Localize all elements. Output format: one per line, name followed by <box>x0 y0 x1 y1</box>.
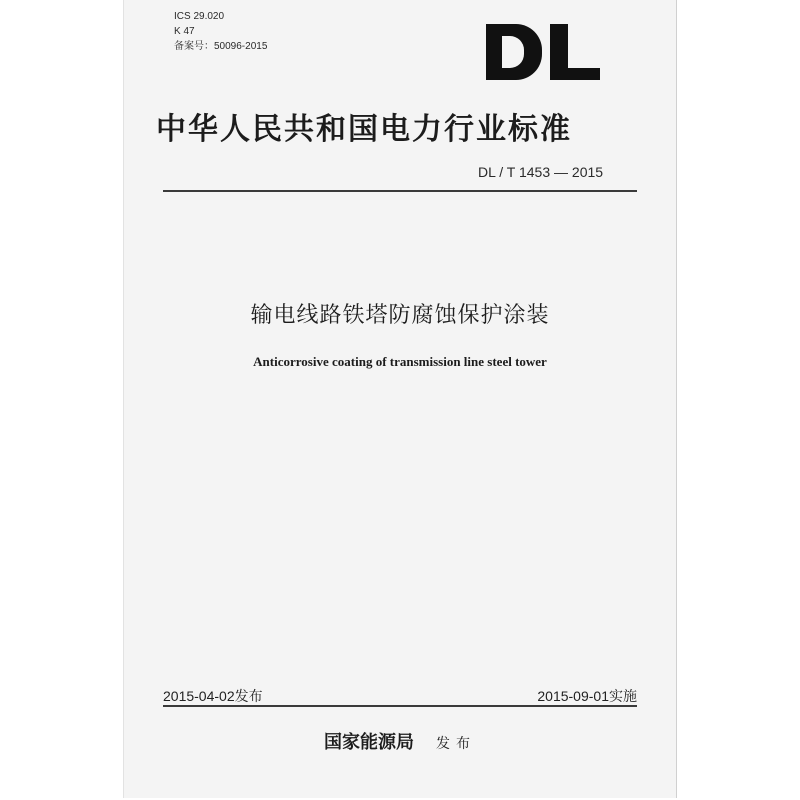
dl-logo-letter-l <box>550 24 600 80</box>
classification-code: K 47 <box>174 26 195 37</box>
standard-number: DL / T 1453 — 2015 <box>478 164 604 180</box>
dl-logo-letter-d <box>486 24 542 80</box>
publisher-name: 国家能源局 <box>324 732 414 753</box>
issue-date: 2015-04-02发布 <box>163 688 263 704</box>
implementation-date: 2015-09-01实施 <box>537 688 637 704</box>
record-number: 备案号：50096-2015 <box>174 41 268 52</box>
standard-title-english: Anticorrosive coating of transmission line steel tower <box>253 354 547 369</box>
bottom-divider <box>163 705 637 707</box>
page-title: 中华人民共和国电力行业标准 <box>156 112 572 147</box>
standard-title-chinese: 输电线路铁塔防腐蚀保护涂装 <box>250 303 550 328</box>
dl-logo-icon <box>486 24 602 94</box>
publisher-action: 发布 <box>436 736 476 752</box>
publisher-line <box>0 728 800 754</box>
ics-code: ICS 29.020 <box>174 11 225 22</box>
top-divider <box>163 190 637 192</box>
